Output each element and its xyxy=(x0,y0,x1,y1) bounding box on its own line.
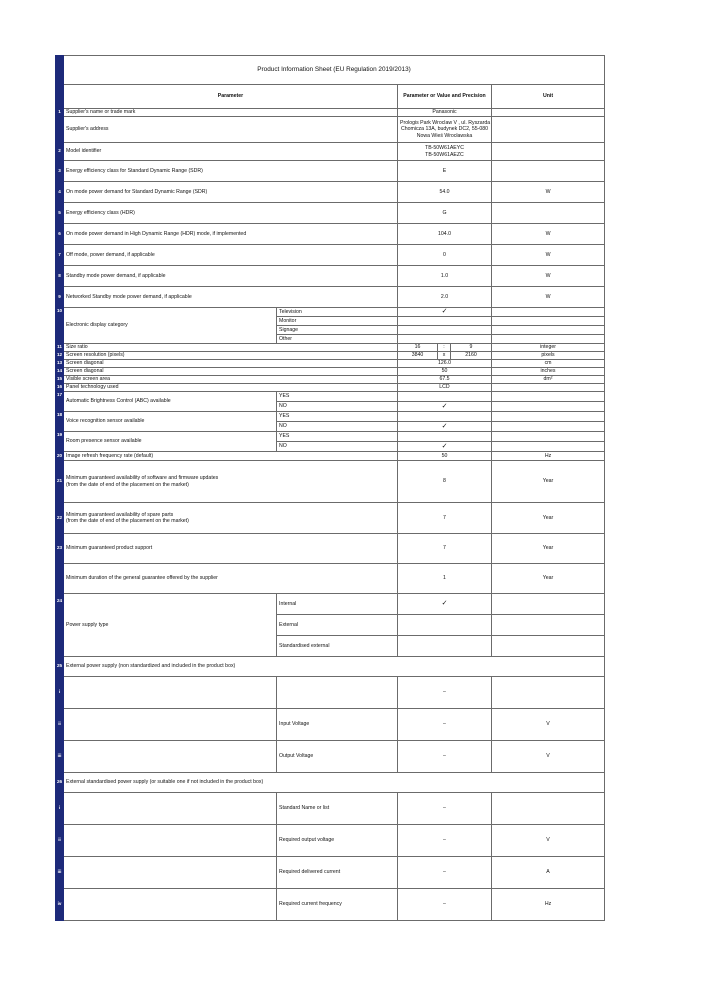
row-unit: inches xyxy=(492,368,605,376)
row-diagonal-cm xyxy=(56,360,605,368)
option-label: Standardised external xyxy=(277,636,398,657)
row-standardised-power-supply xyxy=(56,773,605,793)
row-unit: Hz xyxy=(492,452,605,461)
row-screen-resolution xyxy=(56,352,605,360)
row-value: 7 xyxy=(398,503,492,534)
row-label: Supplier's address xyxy=(64,117,398,143)
sub-number: iv xyxy=(56,889,64,921)
header-row xyxy=(56,85,605,109)
row-number: 16 xyxy=(56,384,64,392)
address-line: Nowa Wieś Wrocławska xyxy=(416,132,473,139)
row-off-mode xyxy=(56,245,605,266)
row-label: Power supply type xyxy=(64,594,277,657)
sub-row xyxy=(56,709,605,741)
check-icon: ✓ xyxy=(441,307,448,316)
row-number: 1 xyxy=(56,109,64,117)
row-label: Standby mode power demand, if applicable xyxy=(64,266,398,287)
sub-value: – xyxy=(398,889,492,921)
header-unit: Unit xyxy=(492,85,605,109)
row-label: Automatic Brightness Control (ABC) available xyxy=(64,392,277,412)
sub-label: Required delivered current xyxy=(277,857,398,889)
sub-number: iii xyxy=(56,857,64,889)
row-label: Energy efficiency class (HDR) xyxy=(64,203,398,224)
row-number: 18 xyxy=(56,412,64,432)
option-no: NO xyxy=(277,402,398,412)
row-voice-sensor xyxy=(56,412,605,422)
row-product-support xyxy=(56,534,605,564)
row-label: Off mode, power demand, if applicable xyxy=(64,245,398,266)
row-diagonal-inches xyxy=(56,368,605,376)
row-visible-area xyxy=(56,376,605,384)
check-mark xyxy=(398,308,492,317)
label-line: (from the date of end of the placement on the market) xyxy=(66,481,189,488)
row-label: On mode power demand in High Dynamic Range (HDR) mode, if implemented xyxy=(64,224,398,245)
option-no: NO xyxy=(277,442,398,452)
sub-unit: V xyxy=(492,741,605,773)
row-value: 50 xyxy=(398,368,492,376)
sub-row xyxy=(56,793,605,825)
check-icon: ✓ xyxy=(441,401,448,410)
row-number: 3 xyxy=(56,161,64,182)
row-unit: Year xyxy=(492,564,605,594)
row-unit: dm² xyxy=(492,376,605,384)
sub-number: ii xyxy=(56,709,64,741)
ratio-separator: : xyxy=(438,344,451,352)
row-number: 4 xyxy=(56,182,64,203)
sub-value: – xyxy=(398,709,492,741)
address-line: Prologis Park Wroclaw V , ul. Ryszarda xyxy=(400,120,491,127)
row-number: 23 xyxy=(56,534,64,564)
header-value: Parameter or Value and Precision xyxy=(398,85,492,109)
check-mark xyxy=(398,594,492,615)
row-label: Minimum guaranteed product support xyxy=(64,534,398,564)
row-label: Minimum duration of the general guarantee offered by the supplier xyxy=(64,564,398,594)
row-value: E xyxy=(398,161,492,182)
row-label: On mode power demand for Standard Dynamic Range (SDR) xyxy=(64,182,398,203)
row-spare-parts xyxy=(56,503,605,534)
row-number: 15 xyxy=(56,376,64,384)
row-energy-class-sdr xyxy=(56,161,605,182)
row-unit: Year xyxy=(492,534,605,564)
label-line: (from the date of end of the placement on the market) xyxy=(66,518,189,524)
row-number: 21 xyxy=(56,461,64,503)
row-size-ratio xyxy=(56,344,605,352)
row-label: Visible screen area xyxy=(64,376,398,384)
product-information-sheet xyxy=(55,55,605,921)
sub-value: – xyxy=(398,793,492,825)
header-parameter: Parameter xyxy=(64,85,398,109)
row-unit: Year xyxy=(492,503,605,534)
row-number: 6 xyxy=(56,224,64,245)
row-power-supply-type xyxy=(56,594,605,615)
row-value xyxy=(398,117,492,143)
label-line: Minimum guaranteed availability of spare parts xyxy=(66,511,174,518)
sub-unit: A xyxy=(492,857,605,889)
check-mark xyxy=(398,422,492,432)
option-yes: YES xyxy=(277,412,398,422)
option-label: Monitor xyxy=(277,317,398,326)
check-icon: ✓ xyxy=(441,599,448,608)
sub-value: – xyxy=(398,825,492,857)
row-number: 9 xyxy=(56,287,64,308)
sheet-title: Product Information Sheet (EU Regulation 2019/2013) xyxy=(64,56,605,85)
sub-row xyxy=(56,889,605,921)
row-value: 1 xyxy=(398,564,492,594)
row-label: Voice recognition sensor available xyxy=(64,412,277,432)
row-room-presence-sensor xyxy=(56,432,605,442)
row-label: Model identifier xyxy=(64,143,398,161)
row-value: 7 xyxy=(398,534,492,564)
option-label: Television xyxy=(277,308,398,317)
row-software-updates xyxy=(56,461,605,503)
ratio-width: 16 xyxy=(398,344,438,352)
row-general-guarantee xyxy=(56,564,605,594)
sub-number: i xyxy=(56,793,64,825)
row-external-power-supply xyxy=(56,657,605,677)
address-line: Chomicza 13A, budynek DC2, 55-080 xyxy=(400,126,489,133)
option-label: Internal xyxy=(277,594,398,615)
row-model-identifier xyxy=(56,143,605,161)
row-number: 25 xyxy=(56,657,64,677)
resolution-width: 3840 xyxy=(398,352,438,360)
sub-row xyxy=(56,857,605,889)
ratio-height: 9 xyxy=(451,344,492,352)
row-unit: integer xyxy=(492,344,605,352)
row-display-category xyxy=(56,308,605,317)
row-unit: W xyxy=(492,266,605,287)
row-label: Electronic display category xyxy=(64,308,277,344)
row-energy-class-hdr xyxy=(56,203,605,224)
row-value: 104.0 xyxy=(398,224,492,245)
sub-label xyxy=(277,677,398,709)
row-number: 5 xyxy=(56,203,64,224)
sub-label: Output Voltage xyxy=(277,741,398,773)
sub-unit: V xyxy=(492,825,605,857)
sub-value: – xyxy=(398,677,492,709)
row-number: 20 xyxy=(56,452,64,461)
sub-row xyxy=(56,741,605,773)
row-unit: W xyxy=(492,224,605,245)
row-number: 10 xyxy=(56,308,64,344)
model-line: TB-50W61AEZC xyxy=(425,151,464,158)
row-unit: pixels xyxy=(492,352,605,360)
row-value: Panasonic xyxy=(398,109,492,117)
row-unit: cm xyxy=(492,360,605,368)
sub-row xyxy=(56,825,605,857)
row-number: 13 xyxy=(56,360,64,368)
row-value: 2.0 xyxy=(398,287,492,308)
row-label: Panel technology used xyxy=(64,384,398,392)
check-mark xyxy=(398,402,492,412)
row-label xyxy=(64,503,398,534)
row-label: Networked Standby mode power demand, if applicable xyxy=(64,287,398,308)
sub-number: i xyxy=(56,677,64,709)
row-label: External standardised power supply (or suitable one if not included in the product box) xyxy=(64,773,605,793)
sub-unit: Hz xyxy=(492,889,605,921)
sub-label: Standard Name or list xyxy=(277,793,398,825)
row-value xyxy=(398,143,492,161)
row-label: Supplier's name or trade mark xyxy=(64,109,398,117)
row-value: LCD xyxy=(398,384,492,392)
option-label: Other xyxy=(277,335,398,344)
row-number: 7 xyxy=(56,245,64,266)
row-number: 22 xyxy=(56,503,64,534)
resolution-separator: x xyxy=(438,352,451,360)
sub-label: Input Voltage xyxy=(277,709,398,741)
sub-label: Required output voltage xyxy=(277,825,398,857)
row-value: 54.0 xyxy=(398,182,492,203)
check-mark xyxy=(398,442,492,452)
row-unit: Year xyxy=(492,461,605,503)
row-label xyxy=(64,461,398,503)
row-power-hdr xyxy=(56,224,605,245)
sub-value: – xyxy=(398,741,492,773)
row-supplier-address xyxy=(56,117,605,143)
row-abc xyxy=(56,392,605,402)
row-number: 14 xyxy=(56,368,64,376)
row-number: 19 xyxy=(56,432,64,452)
row-label: External power supply (non standardized and included in the product box) xyxy=(64,657,605,677)
row-value: 1.0 xyxy=(398,266,492,287)
row-power-sdr xyxy=(56,182,605,203)
row-networked-standby xyxy=(56,287,605,308)
row-panel-technology xyxy=(56,384,605,392)
row-label: Size ratio xyxy=(64,344,398,352)
resolution-height: 2160 xyxy=(451,352,492,360)
model-line: TB-50W61AEYC xyxy=(425,145,464,152)
option-yes: YES xyxy=(277,432,398,442)
sub-number: iii xyxy=(56,741,64,773)
row-label: Image refresh frequency rate (default) xyxy=(64,452,398,461)
sub-label: Required current frequency xyxy=(277,889,398,921)
row-unit: W xyxy=(492,245,605,266)
row-value: 126.0 xyxy=(398,360,492,368)
row-label: Energy efficiency class for Standard Dynamic Range (SDR) xyxy=(64,161,398,182)
row-number: 12 xyxy=(56,352,64,360)
option-yes: YES xyxy=(277,392,398,402)
option-label: External xyxy=(277,615,398,636)
row-label: Screen diagonal xyxy=(64,368,398,376)
row-unit: W xyxy=(492,182,605,203)
check-icon: ✓ xyxy=(441,441,448,450)
row-value: 67.5 xyxy=(398,376,492,384)
sub-value: – xyxy=(398,857,492,889)
row-value: G xyxy=(398,203,492,224)
row-refresh-rate xyxy=(56,452,605,461)
sub-unit: V xyxy=(492,709,605,741)
row-number: 11 xyxy=(56,344,64,352)
row-value: 0 xyxy=(398,245,492,266)
title-row xyxy=(56,56,605,85)
row-label: Screen resolution (pixels) xyxy=(64,352,398,360)
label-line: Minimum guaranteed availability of software and firmware updates xyxy=(66,475,219,482)
row-number: 26 xyxy=(56,773,64,793)
sub-number: ii xyxy=(56,825,64,857)
option-no: NO xyxy=(277,422,398,432)
sub-row xyxy=(56,677,605,709)
row-number: 17 xyxy=(56,392,64,412)
row-number: 24 xyxy=(56,594,64,657)
row-value: 50 xyxy=(398,452,492,461)
row-number: 8 xyxy=(56,266,64,287)
row-value: 8 xyxy=(398,461,492,503)
row-label: Room presence sensor available xyxy=(64,432,277,452)
row-unit: W xyxy=(492,287,605,308)
row-supplier-name xyxy=(56,109,605,117)
row-standby xyxy=(56,266,605,287)
option-label: Signage xyxy=(277,326,398,335)
row-number: 2 xyxy=(56,143,64,161)
row-label: Screen diagonal xyxy=(64,360,398,368)
check-icon: ✓ xyxy=(441,421,448,430)
